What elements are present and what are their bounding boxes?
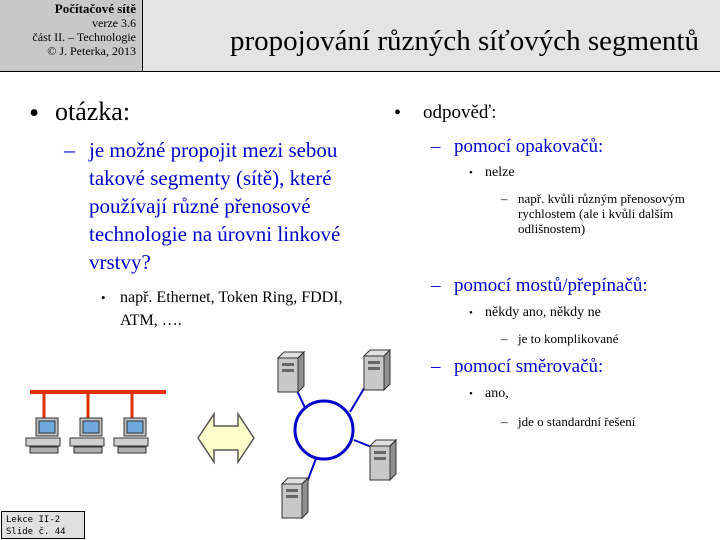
ring-circle (295, 401, 353, 459)
slide-title: propojování různých síťových segmentů (229, 25, 699, 57)
pc-icon (26, 418, 60, 453)
version-label: verze 3.6 (92, 16, 136, 30)
example-text: např. Ethernet, Token Ring, FDDI, ATM, …. (120, 289, 343, 329)
answer-label: odpověď: (423, 102, 497, 123)
bullet-mark: • (469, 388, 473, 400)
slide-number: Slide č. 44 (6, 527, 66, 537)
repeaters-answer: nelze (485, 165, 515, 180)
repeaters-label: pomocí opakovačů: (454, 136, 604, 157)
bridges-label: pomocí mostů/přepínačů: (454, 275, 648, 296)
question-text: je možné propojit mezi sebou takové segmenty (sítě), které používají různé přenosové technologie na úrovni linkové vrstvy? (89, 138, 341, 274)
routers-answer: ano, (485, 386, 509, 401)
dash-mark: – (431, 136, 441, 157)
routers-detail: jde o standardní řešení (518, 414, 636, 429)
dash-mark: – (501, 191, 508, 206)
pc-icon (70, 418, 104, 453)
dash-mark: – (501, 331, 508, 346)
server-icon (370, 440, 396, 480)
bullet-mark: • (101, 290, 106, 305)
pc-icon (114, 418, 148, 453)
server-icon (278, 352, 304, 392)
dash-mark: – (431, 356, 441, 377)
bullet-mark: • (394, 102, 402, 124)
slide-footer (1, 511, 85, 539)
copyright-label: © J. Peterka, 2013 (47, 44, 136, 58)
dash-mark: – (431, 275, 441, 296)
repeaters-detail: např. kvůli různým přenosovým rychlostem (ale i kvůli dalším odlišnostem) (518, 191, 685, 236)
bullet-mark: • (469, 307, 473, 319)
header-info-box (0, 0, 143, 72)
bus-network-diagram (20, 382, 180, 462)
dash-mark: – (64, 137, 75, 162)
bridges-answer: někdy ano, někdy ne (485, 305, 601, 320)
double-arrow-icon (196, 410, 256, 466)
server-icon (364, 350, 390, 390)
question-label: otázka: (55, 97, 131, 126)
lesson-label: Lekce II-2 (6, 515, 61, 525)
bridges-detail: je to komplikované (518, 331, 619, 346)
ring-network-diagram (262, 340, 412, 530)
bullet-mark: • (29, 97, 40, 129)
course-name: Počítačové sítě (54, 1, 136, 16)
routers-label: pomocí směrovačů: (454, 356, 604, 377)
server-icon (282, 478, 308, 518)
part-label: část II. – Technologie (32, 30, 136, 44)
dash-mark: – (501, 414, 508, 429)
bullet-mark: • (469, 167, 473, 179)
